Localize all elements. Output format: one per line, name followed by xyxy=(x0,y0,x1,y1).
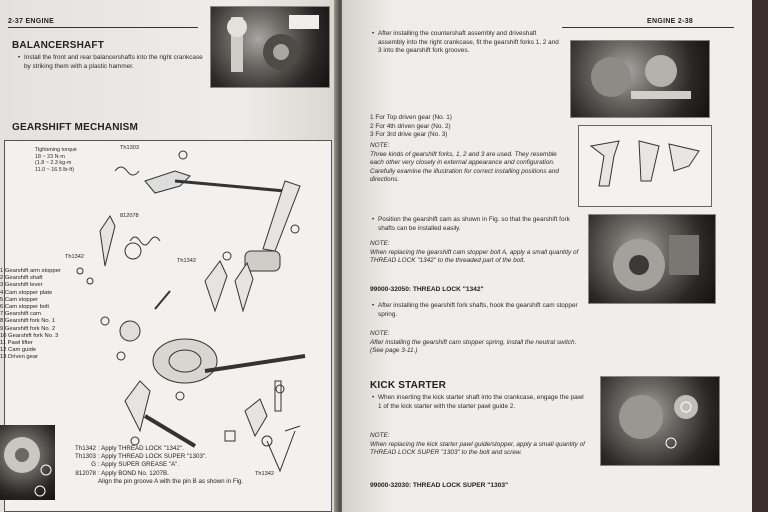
diagram-label-th1342: Th1342 xyxy=(177,258,196,264)
torque-line: (1.8 ~ 2.3 kg-m xyxy=(35,160,72,167)
legend-row xyxy=(66,470,243,478)
fork-diagram xyxy=(578,125,712,207)
callout-item: 3 Gearshift lever xyxy=(0,282,43,289)
left-page-header: 2-37 ENGINE xyxy=(8,18,55,25)
callout-item: 5 Cam stopper xyxy=(0,296,39,303)
diagram-label-th1303: Th1303 xyxy=(120,145,139,151)
note-text: Three kinds of gearshift forks, 1, 2 and 3 are used. They resemble each other very closely in external appearance and configuration. Carefully examine the illustration for correct installing positions and directions. xyxy=(370,150,559,184)
callout-item: 7 Gearshift cam xyxy=(0,311,41,318)
note-label: NOTE: xyxy=(370,432,390,439)
fork-list-item: 2 For 4th driven gear (No. 2) xyxy=(370,122,451,130)
note-text: When replacing the gearshift cam stopper bolt A, apply a small quantity of THREAD LOCK "1342" to the threaded part of the bolt. xyxy=(370,248,579,265)
note-neutral-switch xyxy=(370,330,590,356)
fork-list-item: 1 For Top driven gear (No. 1) xyxy=(370,114,452,121)
thread-lock-super-code: 99000-32030: THREAD LOCK SUPER "1303" xyxy=(370,482,509,489)
note-pawl-guide xyxy=(370,432,595,458)
callout-item: 10 Gearshift fork No. 3 xyxy=(0,332,59,339)
thread-lock-code: 99000-32050: THREAD LOCK "1342" xyxy=(370,286,484,293)
cam-photo-graphic xyxy=(589,215,715,303)
after-fork-shafts-text: • After installing the gearshift fork shafts, hook the gearshift cam stopper spring. xyxy=(378,302,588,319)
header-rule xyxy=(8,27,198,28)
position-text: • Position the gearshift cam as shown in Fig. so that the gearshift fork shafts can be installed easily. xyxy=(378,216,578,233)
kick-starter-text: • When inserting the kick starter shaft into the crankcase, engage the pawl 1 of the kick starter with the starter pawl guide 2. xyxy=(378,394,588,411)
legend-value: : Apply THREAD LOCK SUPER "1303". xyxy=(98,453,207,461)
kick-starter-photo-graphic xyxy=(601,377,719,465)
callout-list xyxy=(0,268,61,362)
legend-value: : Apply SUPER GREASE "A". xyxy=(98,461,180,469)
kick-starter-photo xyxy=(600,376,720,466)
torque-line: Tightening torque xyxy=(35,147,77,153)
legend-row xyxy=(66,461,243,469)
callout-item: 13 Driven gear xyxy=(0,354,39,361)
fork-list-item: 3 For 3rd drive gear (No. 3) xyxy=(370,131,448,139)
legend-row xyxy=(66,445,243,453)
legend-key: G xyxy=(91,461,96,469)
diagram-label-th1342: Th1342 xyxy=(65,254,84,260)
forks-photo-graphic xyxy=(571,41,709,117)
note-label: NOTE: xyxy=(370,240,390,247)
note-forks xyxy=(370,142,570,185)
legend-key: Th1303 xyxy=(75,453,96,461)
legend-value: Align the pin groove A with the pin B as shown in Fig. xyxy=(98,477,244,485)
note-stopper-bolt xyxy=(370,240,580,266)
note-label: NOTE: xyxy=(370,142,390,149)
legend-value: : Apply THREAD LOCK "1342". xyxy=(98,445,184,452)
note-label: NOTE: xyxy=(370,330,390,337)
pin-alignment-photo xyxy=(0,425,55,500)
balancershaft-text: • Install the front and rear balancershafts into the right crankcase by striking them with a plastic hammer. xyxy=(24,54,204,71)
balancershaft-photo xyxy=(210,6,330,88)
legend-key: Th1342 xyxy=(75,445,96,452)
legend xyxy=(66,445,243,486)
torque-line: 18 ~ 23 N·m xyxy=(35,153,65,160)
diagram-label-th1342: Th1342 xyxy=(255,471,274,477)
torque-line: 11.0 ~ 16.5 lb-ft) xyxy=(35,166,75,173)
right-page xyxy=(342,0,752,512)
balancershaft-title: BALANCERSHAFT xyxy=(12,40,105,51)
kick-starter-title: KICK STARTER xyxy=(370,380,447,391)
diagram-label-bond: 812078 xyxy=(120,213,139,219)
legend-row xyxy=(66,478,243,486)
callout-item: 8 Gearshift fork No. 1 xyxy=(0,318,56,325)
fork-diagram-graphic xyxy=(579,126,711,206)
callout-item: 1 Gearshift arm stopper xyxy=(0,268,61,274)
callout-item: 11 Pawl lifter xyxy=(0,340,33,347)
left-page xyxy=(0,0,338,512)
note-text: After installing the gearshift cam stopper spring, install the neutral switch. (See page 3-11.) xyxy=(370,338,577,355)
forks-photo xyxy=(570,40,710,118)
callout-item: 6 Cam stopper bolt xyxy=(0,304,49,311)
legend-row xyxy=(66,453,243,461)
pin-alignment-graphic xyxy=(0,425,55,500)
fork-list xyxy=(370,114,560,140)
legend-key: 812078 xyxy=(75,469,96,477)
engine-photo-graphic xyxy=(211,7,329,87)
callout-item: 12 Cam guide xyxy=(0,347,37,354)
callout-item: 4 Cam stopper plate xyxy=(0,289,53,296)
callout-item: 2 Gearshift shaft xyxy=(0,275,43,282)
gearshift-title: GEARSHIFT MECHANISM xyxy=(12,122,139,133)
header-rule xyxy=(562,27,734,28)
legend-value: : Apply BOND No. 1207B. xyxy=(98,469,169,477)
intro-text: • After installing the countershaft assembly and driveshaft assembly into the right crankcase, fit the gearshift forks 1, 2 and 3 into the gearshift fork grooves. xyxy=(378,30,563,56)
right-page-header: ENGINE 2-38 xyxy=(647,18,694,25)
callout-item: 9 Gearshift fork No. 2 xyxy=(0,325,56,332)
note-text: When replacing the kick starter pawl guide/stopper, apply a small quantity of THREAD LOCK SUPER "1303" to the bolt and screw. xyxy=(370,440,585,457)
cam-photo xyxy=(588,214,716,304)
